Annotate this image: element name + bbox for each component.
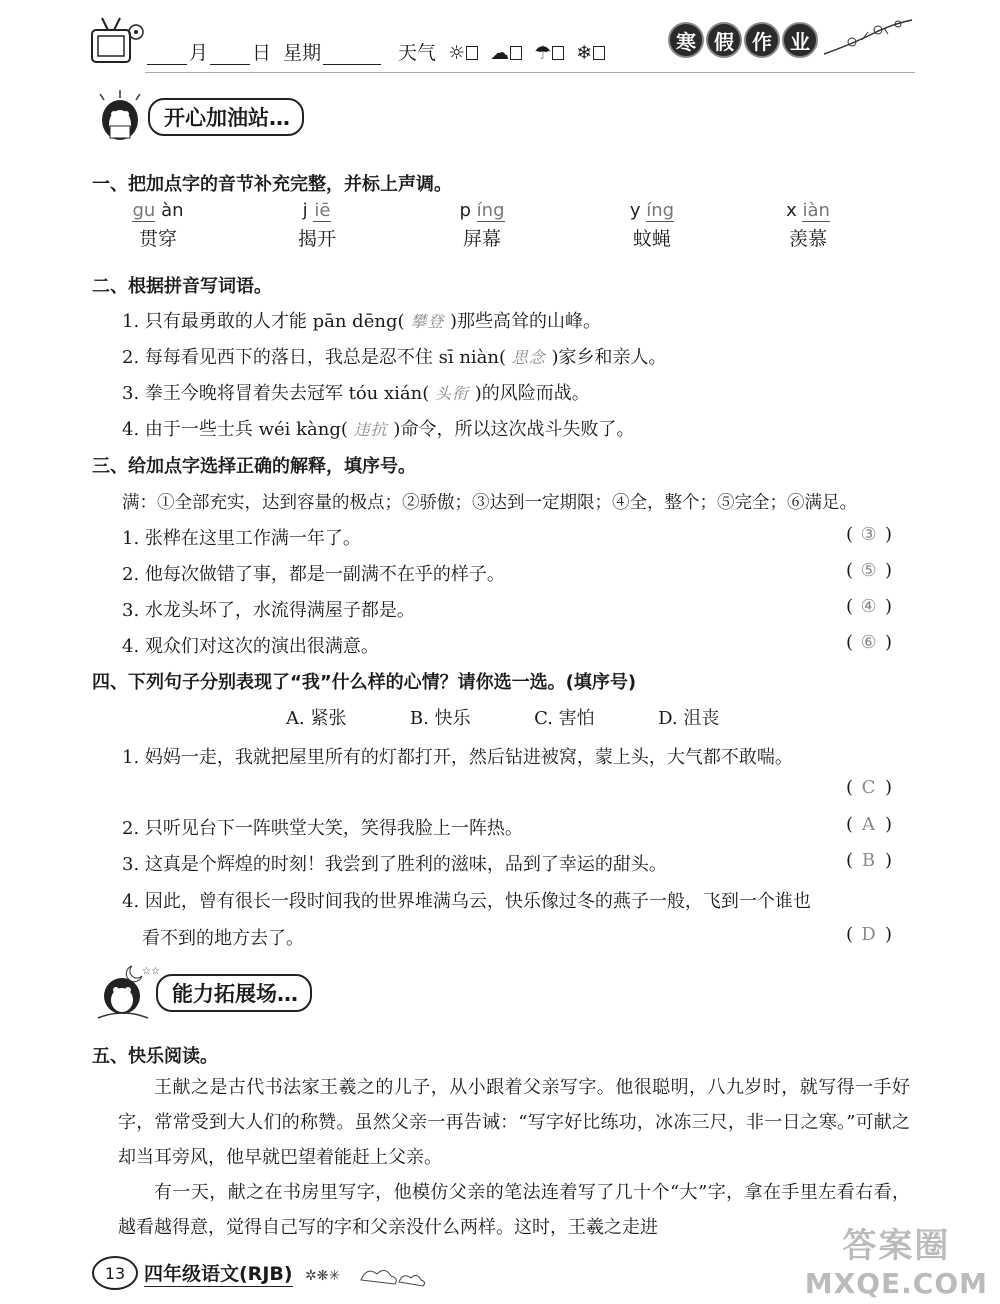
pinyin-item: p íng 屏幕 [459,200,505,250]
section-banner-expand [92,960,312,1026]
q3-item: 4. 观众们对这次的演出很满意。 [122,636,379,657]
answer-text: 头衔 [435,384,470,403]
reading-paragraph: 王献之是古代书法家王羲之的儿子，从小跟着父亲写字。他很聪明，八九岁时，就写得一手好字，常常受到大人们的称赞。虽然父亲一再告诫：“写字好比练功，冰冻三尺，非一日之寒。”可献之却当耳旁风，他早就巴望着能赶上父亲。 [118,1077,910,1168]
svg-text:✲❋✳: ✲❋✳ [304,1268,340,1284]
section-banner-happy [92,88,304,146]
day-label: 日 [252,42,272,64]
penguin-icon [92,88,148,146]
pinyin-item: x iàn 羡慕 [786,200,830,250]
page-header [0,0,1000,80]
weather-row [398,38,605,65]
svg-text:☆☆: ☆☆ [142,966,160,977]
answer-text: ⑤ [860,560,878,581]
answer-text: A [862,814,877,835]
page-footer [92,1256,431,1290]
question-5-title: 五、快乐阅读。 [92,1046,218,1067]
pinyin-item: y íng 蚊蝇 [629,200,675,250]
weather-checkbox[interactable] [552,46,564,60]
q3-item: 1. 张桦在这里工作满一年了。 [122,528,361,549]
q4-item: 1. 妈妈一走，我就把屋里所有的灯都打开，然后钻进被窝，蒙上头，大气都不敢喘。 [122,747,793,768]
page-number: 13 [92,1256,138,1290]
q3-item: 3. 水龙头坏了，水流得满屋子都是。 [122,600,415,621]
answer-text: ④ [860,596,878,617]
weather-checkbox[interactable] [593,46,605,60]
definition-text: 满：①全部充实，达到容量的极点；②骄傲；③达到一定期限；④全，整个；⑤完全；⑥满足。 [122,493,857,513]
section-title: 能力拓展场… [156,974,312,1012]
cloud-icon: ☁ [490,42,510,64]
answer-text: B [861,850,877,871]
date-line [145,38,383,65]
reading-paragraph: 有一天，献之在书房里写字，他模仿父亲的笔法连着写了几十个“大”字，拿在手里左看右看，越看越得意，觉得自己写的字和父亲没什么两样。这时，王羲之走进 [118,1182,910,1238]
weather-checkbox[interactable] [510,46,522,60]
weather-checkbox[interactable] [466,46,478,60]
weather-label: 天气 [398,42,437,64]
section-title: 开心加油站… [148,98,304,136]
q2-item: 2. 每每看见西下的落日，我总是忍不住 sī niàn( 思念 )家乡和亲人。 [122,347,667,368]
q2-item: 3. 拳王今晚将冒着失去冠军 tóu xián( 头衔 )的风险而战。 [122,383,590,404]
q2-item: 4. 由于一些士兵 wéi kàng( 违抗 )命令，所以这次战斗失败了。 [122,419,635,440]
pinyin-item: j iē 揭开 [297,200,336,250]
rain-icon: ☂ [534,42,552,64]
q4-item-continued: 看不到的地方去了。 [142,928,304,949]
question-1-title: 一、把加点字的音节补充完整，并标上声调。 [92,174,452,195]
answer-text: C [861,777,877,798]
q4-item: 2. 只听见台下一阵哄堂大笑，笑得我脸上一阵热。 [122,818,523,839]
question-2-title: 二、根据拼音写词语。 [92,276,272,297]
book-title: 四年级语文(RJB) [144,1259,293,1287]
q4-item: 3. 这真是个辉煌的时刻！我尝到了胜利的滋味，品到了幸运的甜头。 [122,854,667,875]
q2-item: 1. 只有最勇敢的人才能 pān dēng( 攀登 )那些高耸的山峰。 [122,311,602,332]
question-3-title: 三、给加点字选择正确的解释，填序号。 [92,456,416,477]
answer-text: D [861,924,877,945]
answer-text: ⑥ [860,632,878,653]
answer-text: 思念 [511,348,546,367]
weekday-label: 星期 [283,42,322,64]
penguin-icon [92,960,160,1026]
options-row: A. 紧张 B. 快乐 C. 害怕 D. 沮丧 [286,708,720,729]
answer-text: 违抗 [353,420,388,439]
month-label: 月 [189,42,209,64]
answer-text: ③ [860,524,878,545]
winter-homework-banner: 寒 假 作 业 [668,22,818,58]
q3-item: 2. 他每次做错了事，都是一副满不在乎的样子。 [122,564,505,585]
question-4-title: 四、下列句子分别表现了“我”什么样的心情？请你选一选。(填序号) [92,672,637,693]
pinyin-item: gu àn 贯穿 [132,200,184,250]
watermark: 答案圈 MXQE.COM [804,1226,988,1300]
answer-text: 攀登 [410,312,445,331]
sun-icon: ☼ [448,42,466,64]
q4-item: 4. 因此，曾有很长一段时间我的世界堆满乌云，快乐像过冬的燕子一般，飞到一个谁也 [122,891,811,912]
tv-mascot-icon [88,14,148,72]
decorative-clouds-icon [301,1258,431,1288]
plum-branch-icon [822,14,914,64]
reading-passage [118,1070,910,1245]
snow-icon: ❄ [576,42,593,64]
